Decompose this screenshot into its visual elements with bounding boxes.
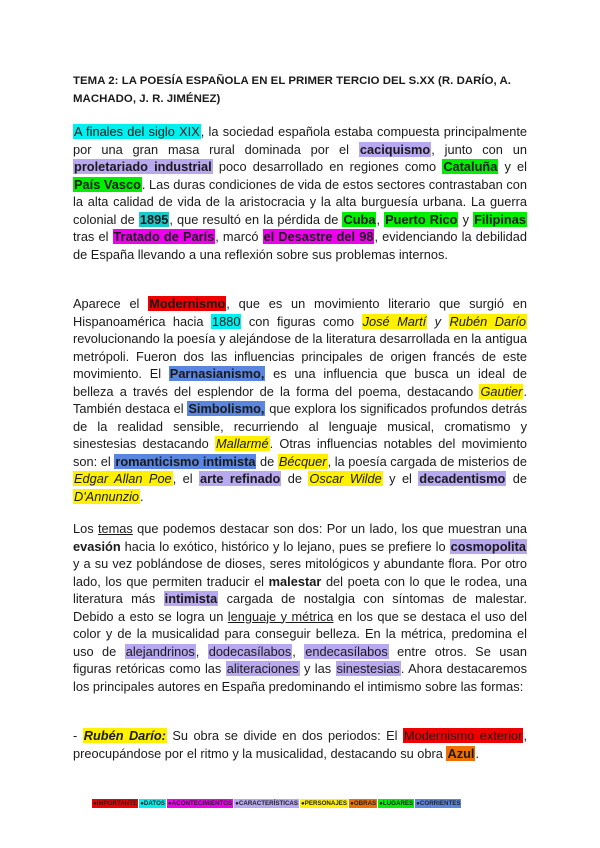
hl-intimista: intimista bbox=[164, 591, 218, 606]
legend-item: ●ACONTECIMIENTOS bbox=[168, 800, 233, 807]
text: y las bbox=[299, 661, 336, 676]
hl-place-puerto-rico: Puerto Rico bbox=[385, 211, 458, 227]
text: Aparece el bbox=[73, 296, 149, 311]
text: y el bbox=[382, 471, 419, 486]
hl-person-poe: Edgar Allan Poe bbox=[74, 471, 172, 486]
hl-date-1895: 1895 bbox=[139, 211, 169, 227]
text: . Ahora destacaremos los principales autores en España predominando el intimismo sobre las formas: bbox=[73, 661, 528, 694]
text: cargada de nostalgia con síntomas de malestar. Debido a esto se logra un bbox=[73, 591, 528, 624]
text: . Las duras condiciones de vida de estos sectores contrastaban con la alta calidad de vida de la aristocracia y la alta burguesía urbana. La guerra colonial de bbox=[73, 176, 527, 227]
text: , marcó bbox=[215, 229, 263, 244]
hl-person-mallarme: Mallarmé bbox=[215, 436, 269, 451]
hl-decadentismo: decadentismo bbox=[419, 471, 506, 486]
color-legend bbox=[92, 799, 461, 808]
hl-place-pais-vasco: País Vasco bbox=[74, 176, 141, 192]
text: , la poesía cargada de misterios de bbox=[327, 453, 527, 469]
text: que explora los significados profundos detrás de la realidad sensible, recurriendo al lenguaje musical, cromatismo y sinestesias destacando bbox=[73, 401, 527, 451]
hl-place-filipinas: Filipinas bbox=[474, 211, 526, 227]
hl-person-becquer: Bécquer bbox=[278, 453, 327, 469]
text: hacia lo exótico, histórico y lo lejano, pues se prefiere lo bbox=[120, 538, 450, 554]
bold-evasion: evasión bbox=[73, 538, 121, 554]
text: , junto con un bbox=[431, 141, 527, 157]
underline-lenguaje: lenguaje y métrica bbox=[227, 608, 334, 624]
underline-temas: temas bbox=[97, 521, 133, 536]
text: , la sociedad española estaba compuesta principalmente por una gran masa rural dominada por el bbox=[73, 124, 527, 157]
legend-item: ●OBRAS bbox=[350, 800, 377, 807]
text: en los que se destaca el uso del color y de la musicalidad para conseguir belleza. En la métrica, predomina el uso de bbox=[73, 608, 527, 659]
hl-place-cuba: Cuba bbox=[343, 211, 376, 227]
paragraph-modernismo bbox=[73, 295, 527, 505]
text: , bbox=[292, 643, 305, 659]
text: . bbox=[475, 745, 480, 761]
text: y a su vez poblándose de dioses, seres mitológicos y abundante flora. Por otro lado, los que permiten traducir el bbox=[73, 556, 527, 589]
text: de bbox=[256, 453, 278, 469]
hl-sinestesias: sinestesias bbox=[336, 661, 400, 676]
page-title: TEMA 2: LA POESÍA ESPAÑOLA EN EL PRIMER TERCIO DEL S.XX (R. DARÍO, A. MACHADO, J. R. JIMÉNEZ) bbox=[73, 75, 512, 105]
bold-malestar: malestar bbox=[268, 573, 322, 589]
hl-simbolismo: Simbolismo, bbox=[188, 401, 265, 416]
hl-cosmopolita: cosmopolita bbox=[450, 538, 526, 554]
paragraph-ruben-dario bbox=[73, 727, 527, 762]
hl-person-dannunzio: D'Annunzio bbox=[74, 488, 140, 504]
text: . También destaca el bbox=[73, 383, 527, 416]
hl-date-siglo: A finales del siglo XIX bbox=[74, 124, 200, 139]
hl-dodecasilabos: dodecasílabos bbox=[208, 643, 292, 659]
text: , que es un movimiento literario que surgió en Hispanoamérica hacia bbox=[73, 296, 527, 329]
text: y el bbox=[498, 159, 527, 174]
legend-item: ●CARACTERÍSTICAS bbox=[235, 800, 299, 807]
paragraph-context bbox=[73, 123, 527, 263]
hl-place-cataluna: Cataluña bbox=[443, 159, 498, 174]
text: que podemos destacar son dos: Por un lado, los que muestran una bbox=[132, 521, 527, 536]
text: Su obra se divide en dos periodos: El bbox=[166, 728, 403, 743]
hl-parnasianismo: Parnasianismo, bbox=[169, 366, 265, 381]
text: y bbox=[427, 313, 449, 329]
hl-event-tratado: Tratado de París bbox=[113, 229, 215, 244]
hl-work-azul: Azul bbox=[447, 745, 475, 761]
hl-modernismo-exterior: Modernismo exterior bbox=[403, 728, 523, 743]
text: entre otros. Se usan figuras retóricas como las bbox=[73, 643, 527, 676]
hl-aliteraciones: aliteraciones bbox=[226, 661, 299, 676]
hl-event-desastre: el Desastre del 98 bbox=[263, 229, 374, 244]
hl-date-1880: 1880 bbox=[211, 313, 241, 329]
text: revolucionando la poesía y alejándose de la literatura desarrollada en la antigua metrópoli. Fueron dos las influencias principales de origen francés de este movimiento. El bbox=[73, 331, 527, 381]
text: , bbox=[195, 643, 208, 659]
hl-person-dario: Rubén Darío bbox=[449, 313, 527, 329]
text: - bbox=[73, 728, 83, 743]
hl-person-wilde: Oscar Wilde bbox=[309, 471, 382, 486]
hl-person-ruben-dario: Rubén Darío: bbox=[83, 728, 166, 743]
text: , preocupándose por el ritmo y la musicalidad, destacando su obra bbox=[73, 728, 527, 761]
text: , bbox=[376, 211, 385, 227]
text: de bbox=[506, 471, 527, 486]
hl-endecasilabos: endecasílabos bbox=[305, 643, 388, 659]
text: , que resultó en la pérdida de bbox=[169, 211, 343, 227]
hl-alejandrinos: alejandrinos bbox=[125, 643, 195, 659]
text: con figuras como bbox=[241, 313, 362, 329]
text: tras el bbox=[73, 229, 113, 244]
text: de bbox=[281, 471, 309, 486]
legend-item: ●LUGARES bbox=[379, 800, 414, 807]
hl-arte-refinado: arte refinado bbox=[199, 471, 281, 486]
legend-item: ●PERSONAJES bbox=[301, 800, 348, 807]
text: . bbox=[140, 488, 144, 504]
text: poco desarrollado en regiones como bbox=[212, 159, 443, 174]
legend-item: ●IMPORTANTE bbox=[93, 800, 138, 807]
hl-modernismo: Modernismo bbox=[149, 296, 226, 311]
text: del poeta con lo que le rodea, una literatura más bbox=[73, 573, 527, 606]
text: y bbox=[458, 211, 474, 227]
hl-caciquismo: caciquismo bbox=[359, 141, 431, 157]
legend-item: ●CORRIENTES bbox=[416, 800, 461, 807]
paragraph-temas bbox=[73, 520, 527, 695]
hl-proletariado: proletariado industrial bbox=[74, 159, 212, 174]
text: , evidenciando la debilidad de España llevando a una reflexión sobre sus problemas internos. bbox=[73, 229, 527, 262]
text: . Otras influencias notables del movimiento son: el bbox=[73, 436, 527, 469]
hl-romanticismo: romanticismo intimista bbox=[115, 453, 256, 469]
legend-item: ●DATOS bbox=[140, 800, 166, 807]
hl-person-gautier: Gautier bbox=[480, 383, 523, 399]
text: es una influencia que busca un ideal de belleza a través del esplendor de la forma del poema, destacando bbox=[73, 366, 527, 399]
text: , el bbox=[172, 471, 199, 486]
hl-person-marti: José Martí bbox=[362, 313, 427, 329]
text: Los bbox=[73, 521, 98, 536]
